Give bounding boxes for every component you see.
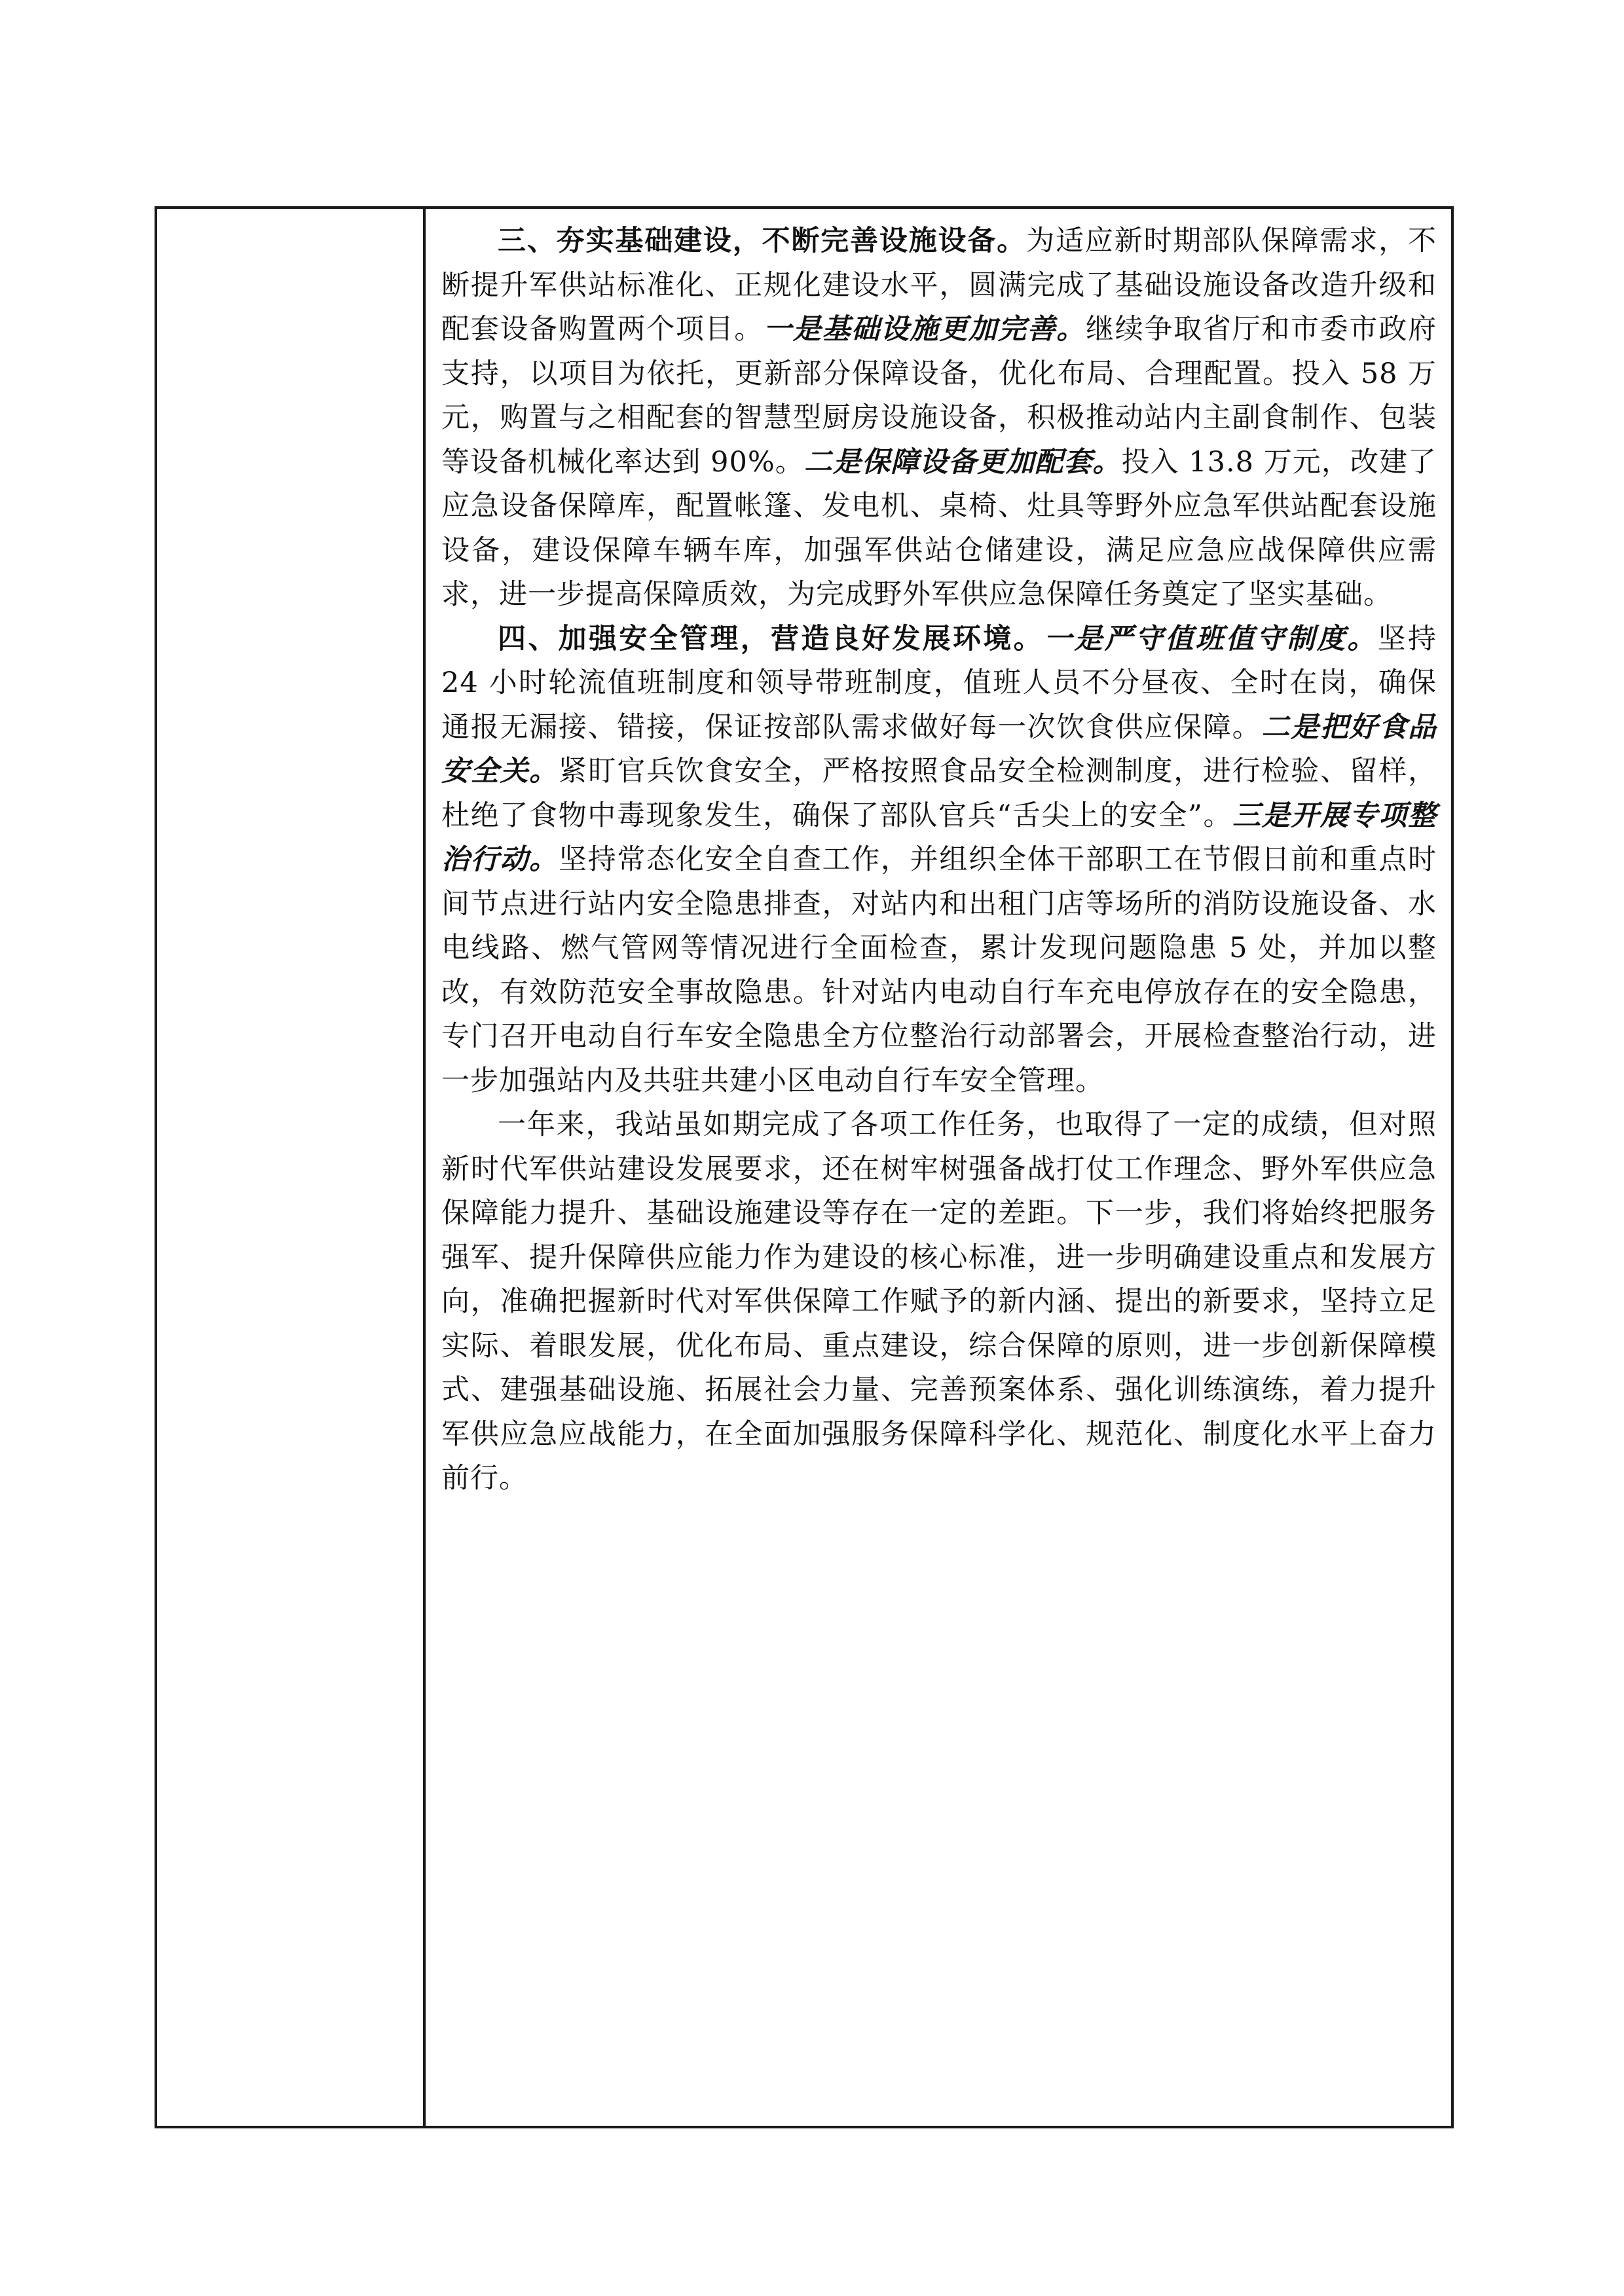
paragraph-infrastructure: [441, 219, 1437, 617]
form-table: [155, 206, 1454, 2128]
body-text: 紧盯官兵饮食安全，严格按照食品安全检测制度，进行检验、留样，杜绝了食物中毒现象发生，确保了部队官兵“舌尖上的安全”。: [441, 755, 1437, 832]
body-text: 为适应新时期部队保障需求，不断提升军供站标准化、正规化建设水平，圆满完成了基础设施设备改造升级和配套设备购置两个项目。: [441, 225, 1437, 346]
body-text: 坚持常态化安全自查工作，并组织全体干部职工在节假日前和重点时间节点进行站内安全隐患排查，对站内和出租门店等场所的消防设施设备、水电线路、燃气管网等情况进行全面检查，累计发现问题隐患 5 处，并加以整改，有效防范安全事故隐患。针对站内电动自行车充电停放存在的安全隐患，专门召开电动自行车安全隐患全方位整治行动部署会，开展检查整治行动，进一步加强站内及共驻共建小区电动自行车安全管理。: [441, 843, 1437, 1097]
body-text: 坚持 24 小时轮流值班制度和领导带班制度，值班人员不分昼夜、全时在岗，确保通报无漏接、错接，保证按部队需求做好每一次饮食供应保障。: [441, 622, 1437, 744]
heading-infrastructure: 三、夯实基础建设，不断完善设施设备。: [498, 225, 1027, 257]
heading-safety: 四、加强安全管理，营造良好发展环境。: [498, 622, 1044, 655]
paragraph-summary: [441, 1103, 1437, 1501]
table-label-column: [157, 209, 426, 2126]
table-content-column: [426, 209, 1451, 2126]
subheading-equipment: 二是保障设备更加配套。: [803, 445, 1122, 479]
body-text: 继续争取省厅和市委市政府支持，以项目为依托，更新部分保障设备，优化布局、合理配置。投入 58 万元，购置与之相配套的智慧型厨房设施设备，积极推动站内主副食制作、包装等设备机械化率达到 90%。: [441, 313, 1437, 479]
subheading-facilities: 一是基础设施更加完善。: [764, 313, 1086, 346]
subheading-special-action: 三是开展专项整治行动。: [441, 799, 1437, 876]
body-text: 一年来，我站虽如期完成了各项工作任务，也取得了一定的成绩，但对照新时代军供站建设发展要求，还在树牢树强备战打仗工作理念、野外军供应急保障能力提升、基础设施建设等存在一定的差距。下一步，我们将始终把服务强军、提升保障供应能力作为建设的核心标准，进一步明确建设重点和发展方向，准确把握新时代对军供保障工作赋予的新内涵、提出的新要求，坚持立足实际、着眼发展，优化布局、重点建设，综合保障的原则，进一步创新保障模式、建强基础设施、拓展社会力量、完善预案体系、强化训练演练，着力提升军供应急应战能力，在全面加强服务保障科学化、规范化、制度化水平上奋力前行。: [441, 1108, 1437, 1495]
subheading-food-safety: 二是把好食品安全关。: [441, 710, 1437, 788]
paragraph-safety: [441, 617, 1437, 1104]
body-text: 投入 13.8 万元，改建了应急设备保障库，配置帐篷、发电机、桌椅、灶具等野外应急军供站配套设施设备，建设保障车辆车库，加强军供站仓储建设，满足应急应战保障供应需求，进一步提高保障质效，为完成野外军供应急保障任务奠定了坚实基础。: [441, 445, 1437, 611]
subheading-duty: 一是严守值班值守制度。: [1044, 622, 1378, 655]
